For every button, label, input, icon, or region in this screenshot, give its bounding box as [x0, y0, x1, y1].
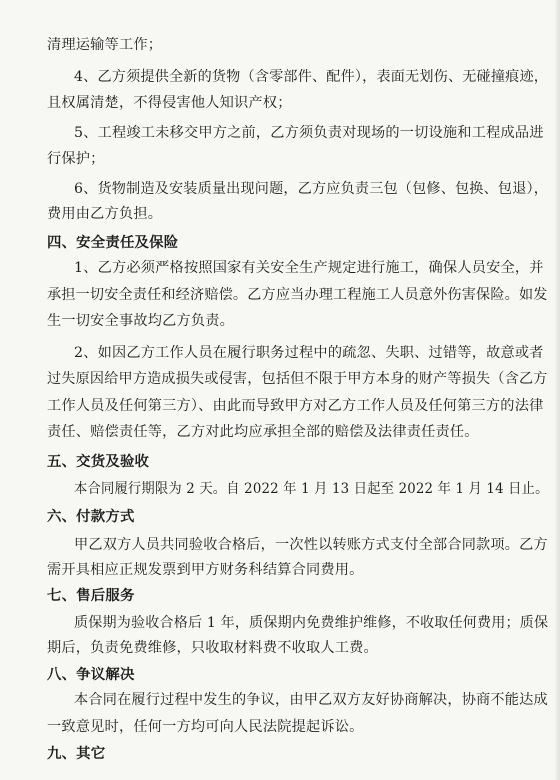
dispute-paragraph: 本合同在履行过程中发生的争议，由甲乙双方友好协商解决，协商不能达成 [74, 692, 548, 709]
clause-5-paragraph: 5、工程竣工未移交甲方之前，乙方须负责对现场的一切设施和工程成品进 [74, 124, 544, 141]
after-sales-paragraph: 质保期为验收合格后 1 年，质保期内免费维护维修，不收取任何费用；质保 [74, 614, 549, 631]
body-text-line: 责任、赔偿责任等，乙方对此均应承担全部的赔偿及法律责任责任。 [47, 424, 479, 441]
page-edge-shadow [554, 0, 560, 780]
section-heading-safety: 四、安全责任及保险 [47, 234, 179, 251]
section-heading-delivery: 五、交货及验收 [47, 454, 150, 471]
safety-clause-1-paragraph: 1、乙方必须严格按照国家有关安全生产规定进行施工，确保人员安全，并 [74, 260, 544, 277]
clause-6-paragraph: 6、货物制造及安装质量出现问题，乙方应负责三包（包修、包换、包退）， [74, 180, 549, 197]
body-text-line: 承担一切安全责任和经济赔偿。乙方应当办理工程施工人员意外伤害保险。如发 [47, 286, 548, 303]
body-text-line: 费用由乙方负担。 [47, 206, 163, 223]
body-text-line: 清理运输等工作； [47, 37, 163, 53]
body-text-line: 生一切安全事故均乙方负责。 [47, 313, 235, 330]
section-heading-after-sales: 七、售后服务 [47, 588, 135, 605]
safety-clause-2-paragraph: 2、如因乙方工作人员在履行职务过程中的疏忽、失职、过错等，故意或者 [74, 344, 544, 361]
body-text-line: 一致意见时，任何一方均可向人民法院提起诉讼。 [47, 719, 364, 736]
section-heading-other: 九、其它 [47, 745, 106, 762]
section-heading-payment: 六、付款方式 [47, 509, 135, 526]
body-text-line: 工作人员及任何第三方）、由此而导致甲方对乙方工作人员及任何第三方的法律 [47, 397, 544, 414]
body-text-line: 行保护； [47, 150, 105, 167]
section-heading-dispute: 八、争议解决 [47, 666, 135, 683]
clause-4-paragraph: 4、乙方须提供全新的货物（含零部件、配件），表面无划伤、无碰撞痕迹， [74, 69, 549, 86]
body-text-line: 需开具相应正规发票到甲方财务科结算合同费用。 [47, 561, 364, 578]
body-text-line: 且权属清楚，不得侵害他人知识产权； [47, 94, 292, 111]
payment-paragraph: 甲乙双方人员共同验收合格后，一次性以转账方式支付全部合同款项。乙方 [74, 536, 548, 553]
body-text-line: 过失原因给甲方造成损失或侵害，包括但不限于甲方本身的财产等损失（含乙方 [47, 371, 548, 388]
delivery-paragraph: 本合同履行期限为 2 天。自 2022 年 1 月 13 日起至 2022 年 1 月 14 日止。 [74, 480, 549, 497]
body-text-line: 期后，负责免费维修，只收取材料费不收取人工费。 [47, 640, 378, 657]
